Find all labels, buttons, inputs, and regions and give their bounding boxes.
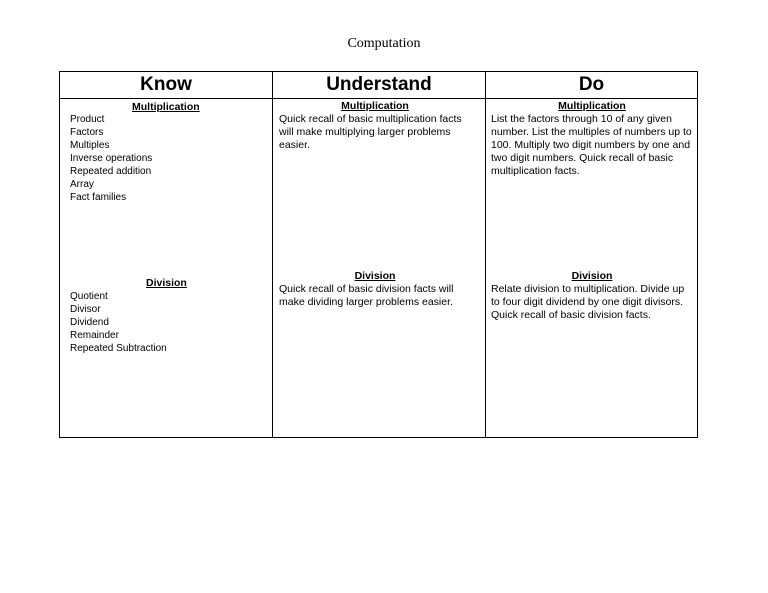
list-item: Product xyxy=(70,114,105,125)
do-division-text: Relate division to multiplication. Divide up to four digit dividend by one digit divisors. Quick recall of basic division facts. xyxy=(491,283,685,321)
computation-table xyxy=(59,71,698,438)
understand-multiplication-section xyxy=(279,100,471,152)
header-know: Know xyxy=(60,72,273,99)
document-title: Computation xyxy=(347,36,421,51)
list-item: Divisor xyxy=(70,304,101,315)
understand-division-text: Quick recall of basic division facts will make dividing larger problems easier. xyxy=(279,283,454,308)
do-multiplication-section xyxy=(491,100,693,178)
header-do: Do xyxy=(486,72,697,99)
do-division-heading: Division xyxy=(571,270,613,282)
list-item: Inverse operations xyxy=(70,153,153,164)
understand-division-section xyxy=(279,270,471,309)
know-multiplication-list xyxy=(70,113,152,204)
do-cell xyxy=(486,99,697,437)
do-multiplication-heading: Multiplication xyxy=(558,100,626,112)
know-division-heading: Division xyxy=(146,277,187,289)
header-understand: Understand xyxy=(273,72,486,99)
list-item: Multiples xyxy=(70,140,110,151)
list-item: Dividend xyxy=(70,317,109,328)
do-multiplication-text: List the factors through 10 of any given number. List the multiples of numbers up to 100. Multiply two digit numbers by one and two digit numbers. Quick recall of basic multiplication facts. xyxy=(491,113,692,177)
do-division-section xyxy=(491,270,693,322)
list-item: Factors xyxy=(70,127,104,138)
list-item: Remainder xyxy=(70,330,119,341)
understand-cell xyxy=(273,99,486,437)
know-multiplication-heading: Multiplication xyxy=(132,101,200,113)
understand-multiplication-text: Quick recall of basic multiplication facts will make multiplying larger problems easier. xyxy=(279,113,462,151)
list-item: Repeated Subtraction xyxy=(70,343,167,354)
know-cell xyxy=(60,99,273,437)
list-item: Fact families xyxy=(70,192,127,203)
understand-division-heading: Division xyxy=(354,270,396,282)
know-division-list xyxy=(70,290,167,355)
list-item: Repeated addition xyxy=(70,166,152,177)
list-item: Array xyxy=(70,179,94,190)
list-item: Quotient xyxy=(70,291,108,302)
understand-multiplication-heading: Multiplication xyxy=(341,100,409,112)
